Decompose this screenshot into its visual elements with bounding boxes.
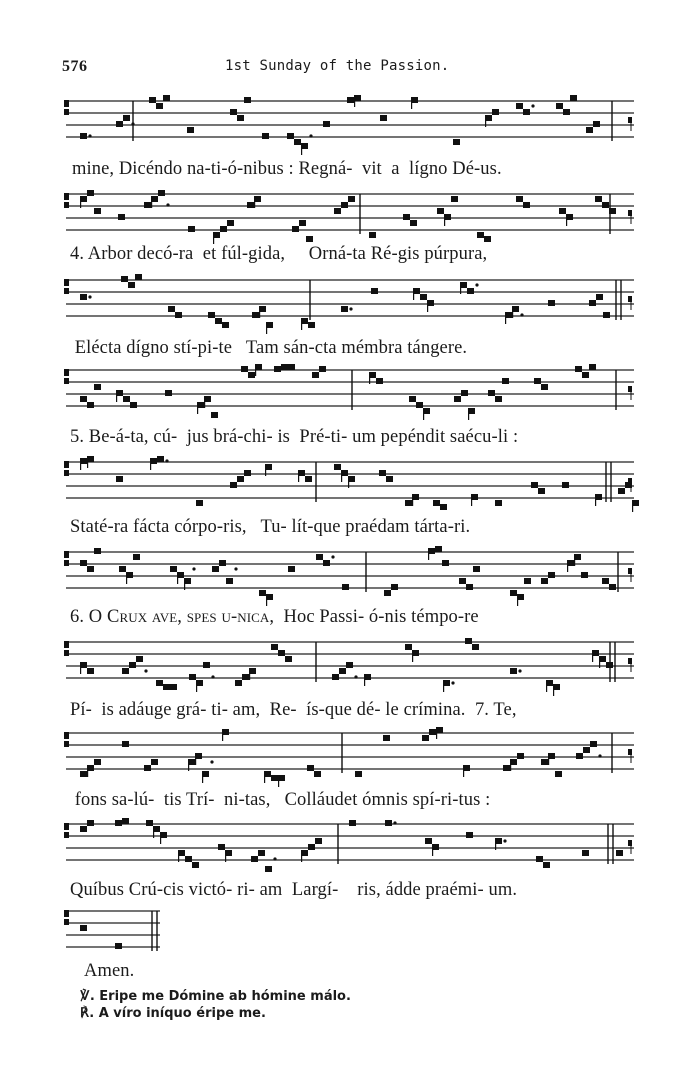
neume-note [306,236,313,242]
neume-note [226,578,233,584]
neume-note [454,396,461,402]
clef-icon [64,202,69,208]
neume-note [315,838,322,844]
mora-dot [131,122,134,125]
clef-icon [64,650,69,656]
music-staff [0,905,675,965]
lyric-line: Quíbus Crú-cis victó- ri- am Largí- ris, ádde praémi- um. [70,880,518,900]
mora-dot [88,134,91,137]
clef-icon [64,732,69,739]
neume-note [129,662,136,668]
neume-note [466,584,473,590]
neume-note [80,133,87,139]
page-header [62,58,634,80]
neume-note [121,276,128,282]
neume-note [80,925,87,931]
running-title: 1st Sunday of the Passion. [225,58,450,74]
neume-note [305,476,312,482]
mora-dot [451,681,454,684]
neume-note [420,294,427,300]
neume-note [123,396,130,402]
neume-note [541,759,548,765]
neume-note [185,856,192,862]
neume-note [144,765,151,771]
neume-note [287,133,294,139]
neume-note [308,844,315,850]
staff-lines [66,824,634,860]
neume-note [405,500,412,506]
neume-note [435,546,442,552]
mora-dot [518,669,521,672]
neume-note [170,566,177,572]
neume-note [341,306,348,312]
staff-lines [66,552,634,588]
clef-icon [64,100,69,107]
neume-note [562,482,569,488]
neume-note [534,378,541,384]
mora-dot [211,675,214,678]
neume-note [531,482,538,488]
mora-dot [349,307,352,310]
neume-note [582,850,589,856]
neume-note [555,771,562,777]
mora-dot [520,313,523,316]
neume-note [292,226,299,232]
neume-note [235,680,242,686]
clef-icon [64,378,69,384]
neume-note [80,771,87,777]
music-staff [0,274,675,334]
neume-note [541,578,548,584]
neume-note [595,196,602,202]
neume-note [559,208,566,214]
neume-note [349,820,356,826]
neume-note [151,759,158,765]
staff-lines [66,370,634,406]
lyric-line: 4. Arbor decó-ra et fúl-gida, Orná-ta Ré-gis púrpura, [70,244,488,264]
neume-note [241,366,248,372]
neume-note [409,396,416,402]
music-staff [0,546,675,606]
mora-dot [393,821,396,824]
neume-note [523,202,530,208]
neume-note [581,572,588,578]
neume-note [473,566,480,572]
neume-note [220,226,227,232]
clef-icon [64,369,69,376]
neume-note [122,668,129,674]
neume-note [347,97,354,103]
neume-note [218,844,225,850]
neume-note [278,650,285,656]
neume-note [492,109,499,115]
neume-note [582,372,589,378]
clef-icon [64,279,69,286]
neume-note [196,500,203,506]
neume-note [281,364,288,370]
lyric-line: Staté-ra fácta córpo-ris, Tu- lít-que praédam tárta-ri. [70,517,471,537]
neume-note [149,97,156,103]
neume-note [271,775,278,781]
neume-note [616,850,623,856]
neume-note [248,372,255,378]
neume-note [543,862,550,868]
neume-note [602,202,609,208]
lyric-line: mine, Dicéndo na-ti-ó-nibus : Regná- vit a lígno Dé-us. [72,159,502,179]
neume-note [422,735,429,741]
lyric-line: 5. Be-á-ta, cú- jus brá-chi- is Pré-ti- um pepéndit saécu-li : [70,427,519,447]
neume-note [495,500,502,506]
neume-note [116,476,123,482]
neume-note [312,372,319,378]
neume-note [339,668,346,674]
neume-note [87,402,94,408]
mora-dot [354,675,357,678]
neume-note [80,294,87,300]
neume-note [156,103,163,109]
neume-note [319,366,326,372]
neume-note [563,109,570,115]
neume-note [355,771,362,777]
neume-note [187,127,194,133]
neume-note [94,548,101,554]
neume-note [391,584,398,590]
neume-note [288,566,295,572]
neume-note [477,232,484,238]
versicle-line: ℟. A víro iníquo éripe me. [80,1006,266,1021]
mora-dot [88,295,91,298]
neume-note [589,364,596,370]
clef-icon [64,288,69,294]
neume-note [334,208,341,214]
neume-note [128,282,135,288]
lyric-text: 6. O [70,607,107,627]
neume-note [603,312,610,318]
versicle-line: ℣. Eripe me Dómine ab hómine málo. [80,989,351,1004]
neume-note [536,856,543,862]
neume-note [170,684,177,690]
neume-note [433,500,440,506]
neume-note [602,578,609,584]
music-staff [0,456,675,516]
staff-lines [66,280,634,316]
neume-note [488,390,495,396]
neume-note [227,220,234,226]
clef-icon [64,741,69,747]
neume-note [516,196,523,202]
clef-icon [64,910,69,917]
neume-note [251,856,258,862]
neume-note [503,765,510,771]
neume-note [437,208,444,214]
neume-note [576,753,583,759]
neume-note [165,390,172,396]
neume-note [371,288,378,294]
lyric-text: Hoc Passi- ó-nis témpo-re [274,607,479,627]
staff-lines [66,101,634,137]
neume-note [590,741,597,747]
neume-note [384,590,391,596]
clef-icon [64,461,69,468]
neume-note [586,127,593,133]
neume-note [192,862,199,868]
neume-note [429,729,436,735]
neume-note [307,765,314,771]
neumes [64,818,632,872]
mora-dot [475,283,478,286]
neume-note [556,103,563,109]
neume-note [222,322,229,328]
neume-note [146,820,153,826]
neume-note [144,202,151,208]
neume-note [510,590,517,596]
neume-note [323,121,330,127]
neume-note [484,236,491,242]
neume-note [252,312,259,318]
neume-note [346,662,353,668]
page-number: 576 [62,58,88,75]
neume-note [163,684,170,690]
neumes [64,638,632,696]
neume-note [466,832,473,838]
neume-note [461,390,468,396]
mora-dot [503,839,506,842]
lyric-smallcaps: Crux ave, spes u-nica, [107,607,275,627]
neume-note [94,208,101,214]
clef-icon [64,832,69,838]
neume-note [262,133,269,139]
neume-note [410,220,417,226]
neume-note [606,662,613,668]
neume-note [425,838,432,844]
lyric-line: Pí- is adáuge grá- ti- am, Re- ís-que dé- le crímina. 7. Te, [70,700,517,720]
neume-note [380,115,387,121]
neume-note [133,554,140,560]
neumes [64,190,632,244]
neume-note [342,584,349,590]
neume-note [570,95,577,101]
neume-note [541,384,548,390]
neume-note [467,288,474,294]
clef-icon [64,551,69,558]
neume-note [369,232,376,238]
mora-dot [166,203,169,206]
neume-note [416,402,423,408]
neume-note [87,820,94,826]
neume-note [288,364,295,370]
neume-note [575,366,582,372]
neume-note [258,850,265,856]
neume-note [259,590,266,596]
neume-note [122,818,129,824]
neume-note [80,826,87,832]
neume-note [332,674,339,680]
neume-note [136,656,143,662]
clef-icon [64,560,69,566]
clef-icon [64,823,69,830]
neume-note [219,560,226,566]
clef-icon [64,109,69,115]
neume-note [451,196,458,202]
neume-note [237,115,244,121]
mora-dot [309,134,312,137]
neume-note [115,820,122,826]
neume-note [386,476,393,482]
neume-note [87,566,94,572]
neume-note [119,566,126,572]
clef-icon [64,919,69,925]
neumes [64,910,157,951]
neume-note [208,312,215,318]
neume-note [609,584,616,590]
neume-note [189,674,196,680]
lyric-line [70,607,479,628]
music-staff [0,636,675,696]
neume-note [348,196,355,202]
neume-note [502,378,509,384]
neume-note [215,318,222,324]
neume-note [442,560,449,566]
clef-icon [64,470,69,476]
neume-note [495,396,502,402]
mora-dot [144,669,147,672]
neume-note [247,202,254,208]
neume-note [80,396,87,402]
neumes [64,364,632,420]
music-staff [0,188,675,248]
neume-note [376,378,383,384]
neume-note [130,402,137,408]
music-staff [0,818,675,878]
neume-note [524,578,531,584]
neume-note [230,482,237,488]
neume-note [237,476,244,482]
neume-note [323,560,330,566]
clef-icon [64,193,69,200]
neume-note [285,656,292,662]
neume-note [548,572,555,578]
neume-note [405,644,412,650]
neume-note [211,412,218,418]
neume-note [244,97,251,103]
neume-note [123,115,130,121]
neume-note [115,943,122,949]
neume-note [453,139,460,145]
neume-note [385,820,392,826]
mora-dot [531,104,534,107]
neume-note [316,554,323,560]
lyric-line: Amen. [84,961,135,981]
neume-note [383,735,390,741]
neume-note [517,753,524,759]
neume-note [379,470,386,476]
neume-note [465,638,472,644]
neume-note [538,488,545,494]
neume-note [87,668,94,674]
neume-note [299,220,306,226]
neume-note [294,139,301,145]
neume-note [523,109,530,115]
lyric-line: fons sa-lú- tis Trí- ni-tas, Colláudet ómnis spí-ri-tus : [70,790,491,810]
neume-note [314,771,321,777]
neume-note [341,202,348,208]
mora-dot [598,754,601,757]
neume-note [94,384,101,390]
neume-note [230,109,237,115]
neume-note [175,312,182,318]
neume-note [308,322,315,328]
neume-note [158,190,165,196]
neume-note [548,300,555,306]
clef-icon [64,641,69,648]
neume-note [510,668,517,674]
neume-note [163,95,170,101]
neume-note [188,226,195,232]
neume-note [242,674,249,680]
neume-note [472,644,479,650]
mora-dot [331,555,334,558]
neume-note [403,214,410,220]
neume-note [265,866,272,872]
neume-note [212,566,219,572]
neume-note [80,560,87,566]
neume-note [589,300,596,306]
neume-note [122,741,129,747]
neume-note [274,366,281,372]
mora-dot [165,459,168,462]
music-staff [0,95,675,155]
lyric-line: Elécta dígno stí-pi-te Tam sán-cta mémbra tángere. [70,338,468,358]
mora-dot [210,760,213,763]
staff-lines [66,642,634,678]
neume-note [440,504,447,510]
mora-dot [273,857,276,860]
music-staff [0,727,675,787]
mora-dot [234,567,237,570]
neume-note [94,759,101,765]
neume-note [334,464,341,470]
neume-note [116,121,123,127]
music-staff [0,364,675,424]
neume-note [271,644,278,650]
neumes [64,456,639,512]
neume-note [596,294,603,300]
neume-note [609,208,616,214]
neume-note [168,306,175,312]
neume-note [157,456,164,462]
neume-note [618,488,625,494]
neume-note [583,747,590,753]
neume-note [516,103,523,109]
neume-note [203,662,210,668]
neume-note [118,214,125,220]
neume-note [244,470,251,476]
neume-note [87,190,94,196]
neume-note [593,121,600,127]
neume-note [156,680,163,686]
mora-dot [192,567,195,570]
neume-note [459,578,466,584]
neume-note [135,274,142,280]
